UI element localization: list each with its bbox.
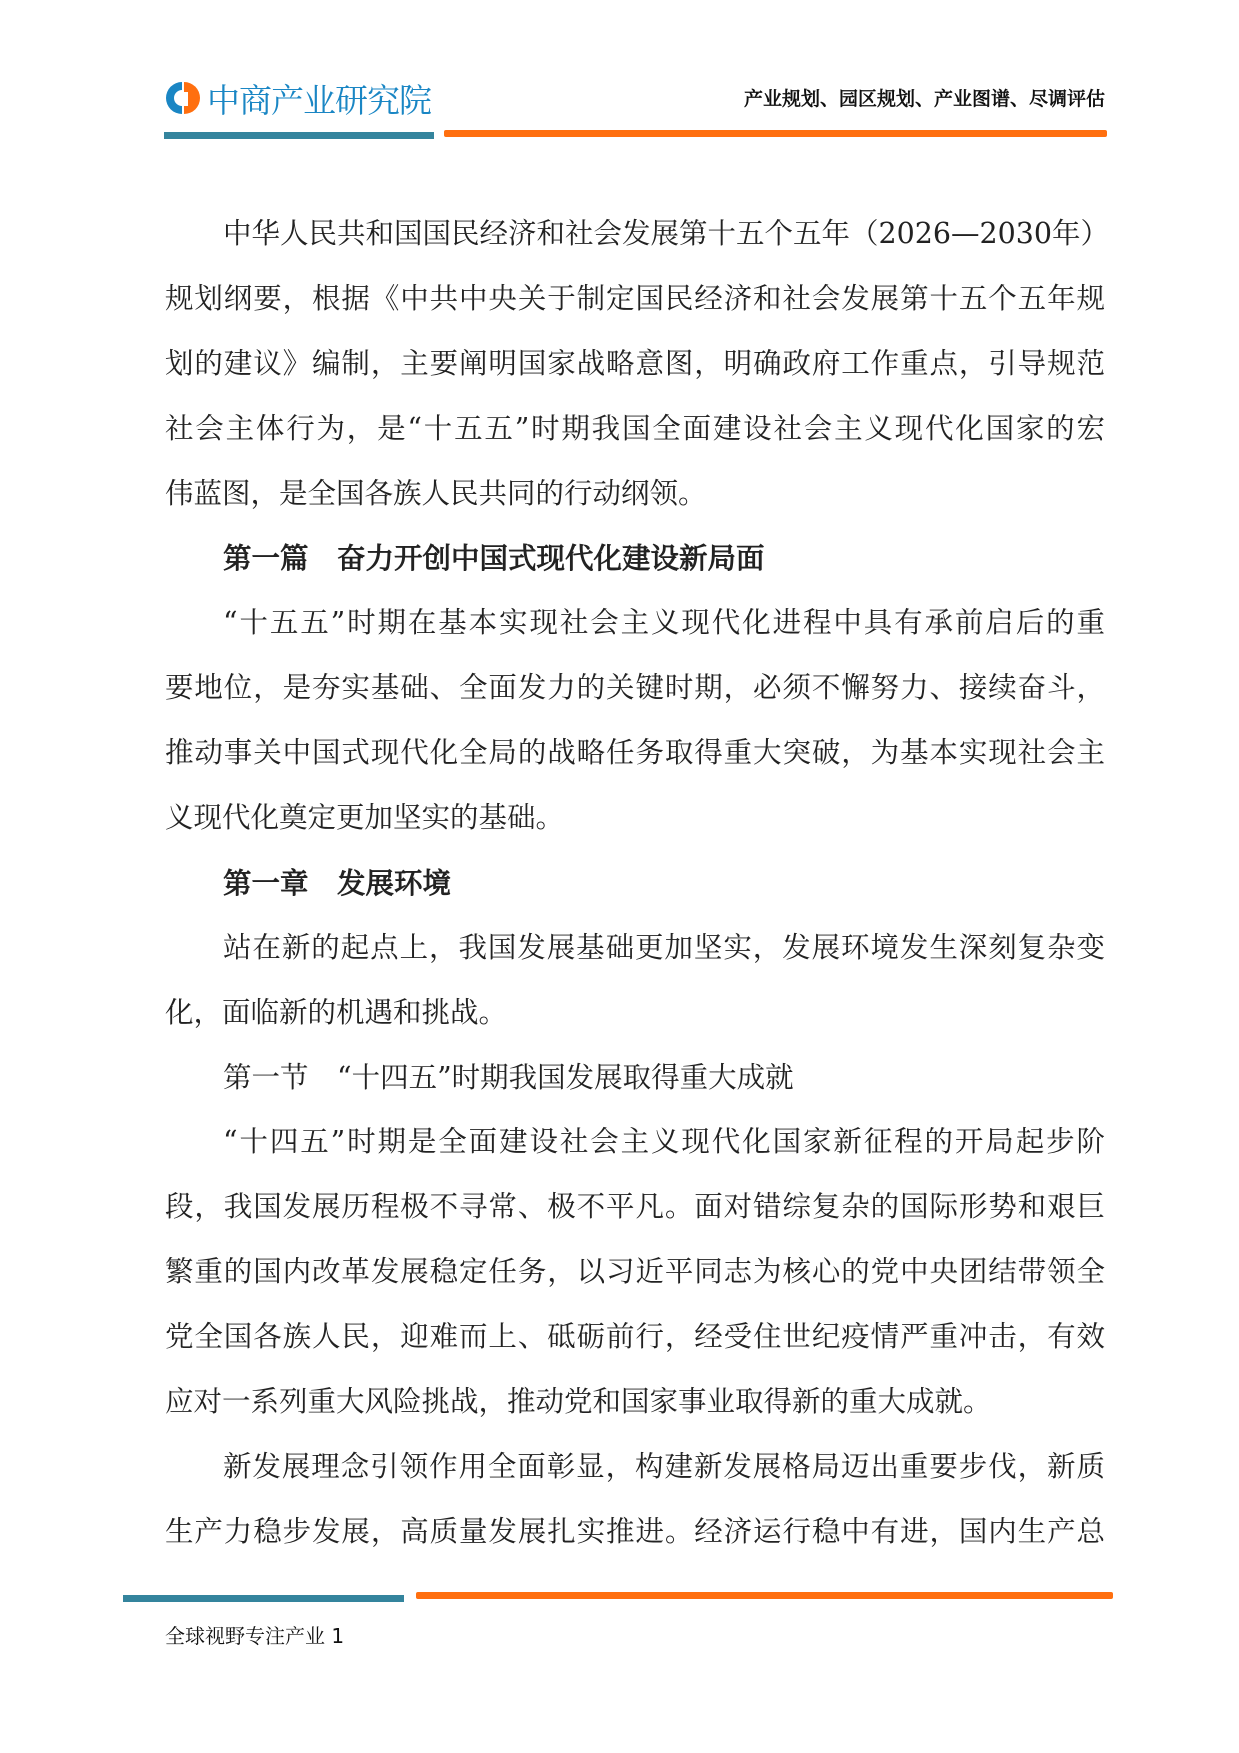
footer-divider-orange: [416, 1592, 1113, 1599]
text-line: 中华人民共和国国民经济和社会发展第十五个五年（2026—2030年）: [223, 217, 1110, 250]
document-body: [165, 202, 1110, 1565]
text-line: 划的建议》编制，主要阐明国家战略意图，明确政府工作重点，引导规范: [165, 346, 1105, 380]
text-line: 新发展理念引领作用全面彰显，构建新发展格局迈出重要步伐，新质: [223, 1449, 1105, 1483]
text-line: 应对一系列重大风险挑战，推动党和国家事业取得新的重大成就。: [165, 1385, 992, 1419]
text-line: 生产力稳步发展，高质量发展扎实推进。经济运行稳中有进，国内生产总: [165, 1514, 1105, 1548]
text-line: 伟蓝图，是全国各族人民共同的行动纲领。: [165, 476, 707, 510]
company-logo: [163, 76, 431, 120]
text-line: 社会主体行为，是“十五五”时期我国全面建设社会主义现代化国家的宏: [165, 411, 1105, 445]
text-line: 繁重的国内改革发展稳定任务，以习近平同志为核心的党中央团结带领全: [165, 1255, 1105, 1289]
text-line: 化，面临新的机遇和挑战。: [165, 995, 508, 1029]
section-heading: 第一章 发展环境: [223, 865, 452, 900]
footer: [165, 1620, 344, 1649]
text-line: “十五五”时期在基本实现社会主义现代化进程中具有承前启后的重: [223, 606, 1105, 640]
logo-mark-icon: [163, 79, 201, 117]
section-heading: 第一篇 奋力开创中国式现代化建设新局面: [223, 541, 765, 576]
header-divider-blue: [164, 132, 434, 139]
text-line: “十四五”时期是全面建设社会主义现代化国家新征程的开局起步阶: [223, 1125, 1105, 1159]
page-number: 1: [331, 1624, 345, 1648]
text-line: 段，我国发展历程极不寻常、极不平凡。面对错综复杂的国际形势和艰巨: [165, 1190, 1105, 1224]
logo-text: 中商产业研究院: [207, 80, 431, 120]
footer-slogan: 全球视野专注产业: [165, 1624, 325, 1648]
text-line: 党全国各族人民，迎难而上、砥砺前行，经受住世纪疫情严重冲击，有效: [165, 1320, 1105, 1354]
text-line: 第一节 “十四五”时期我国发展取得重大成就: [223, 1060, 794, 1094]
text-line: 推动事关中国式现代化全局的战略任务取得重大突破，为基本实现社会主: [165, 736, 1105, 770]
text-line: 站在新的起点上，我国发展基础更加坚实，发展环境发生深刻复杂变: [223, 930, 1105, 964]
header-tagline: 产业规划、园区规划、产业图谱、尽调评估: [743, 88, 1105, 110]
header-divider-orange: [444, 130, 1107, 137]
text-line: 义现代化奠定更加坚实的基础。: [165, 801, 565, 835]
text-line: 规划纲要，根据《中共中央关于制定国民经济和社会发展第十五个五年规: [165, 281, 1105, 315]
footer-divider-blue: [123, 1595, 404, 1602]
text-line: 要地位，是夯实基础、全面发力的关键时期，必须不懈努力、接续奋斗，: [165, 671, 1105, 705]
